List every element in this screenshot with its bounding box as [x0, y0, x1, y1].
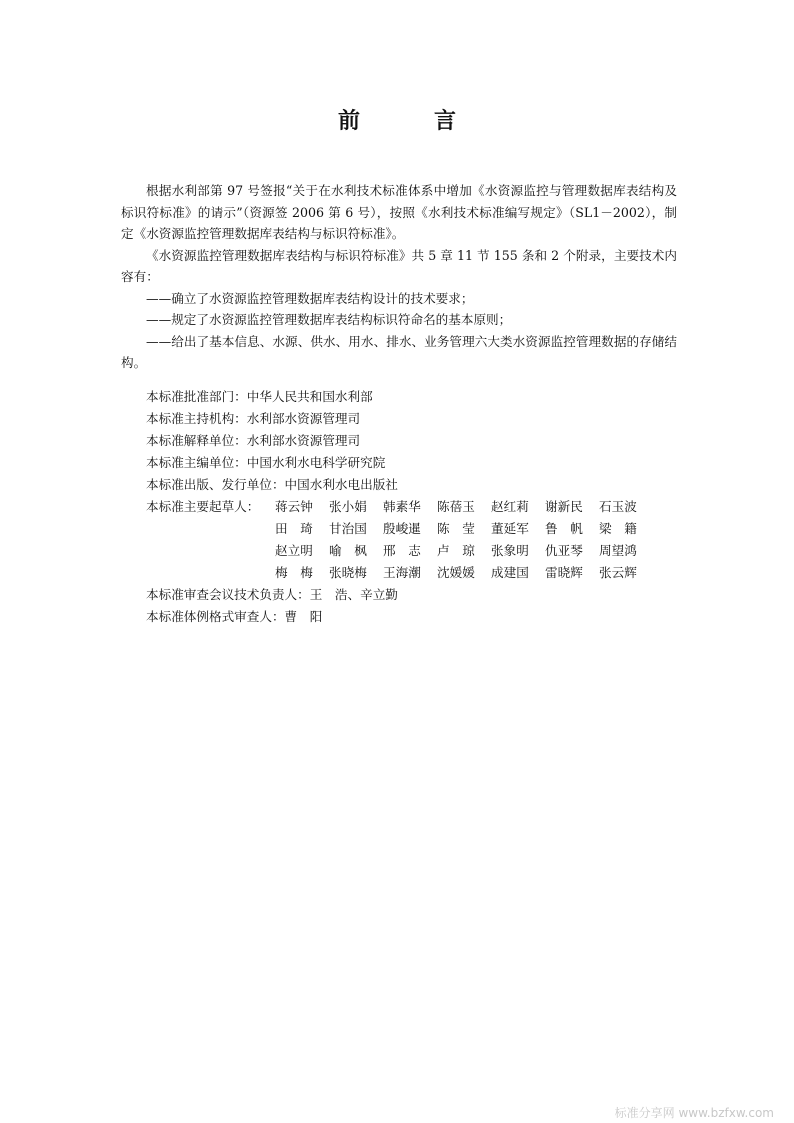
drafter-name: 卢 琼	[437, 543, 475, 558]
drafter-name: 谢新民	[545, 499, 583, 514]
bullet-2: ——规定了水资源监控管理数据库表结构标识符命名的基本原则；	[146, 312, 512, 327]
drafter-name: 蒋云钟	[275, 499, 313, 514]
drafter-name: 张云辉	[599, 565, 637, 580]
paragraph-2: 《水资源监控管理数据库表结构与标识符标准》共 5 章 11 节 155 条和 2 个附录，主要技术内容有：	[121, 247, 677, 284]
site-watermark: 标准分享网 www.bzfxw.com	[614, 1106, 774, 1120]
drafter-name: 张晓梅	[329, 565, 367, 580]
drafter-name: 沈媛媛	[437, 565, 475, 580]
drafter-name: 殷峻暹	[383, 521, 421, 536]
chief-editor-unit: 本标准主编单位：中国水利水电科学研究院	[146, 455, 386, 470]
bullet-1: ——确立了水资源监控管理数据库表结构设计的技术要求；	[146, 290, 474, 306]
drafter-name: 董延军	[491, 521, 529, 536]
drafter-name: 喻 枫	[329, 543, 367, 558]
preface-body	[121, 180, 677, 374]
format-reviewer: 本标准体例格式审查人：曹 阳	[146, 609, 323, 624]
publisher-unit: 本标准出版、发行单位：中国水利水电出版社	[146, 477, 398, 492]
paragraph-1: 根据水利部第 97 号签报“关于在水利技术标准体系中增加《水资源监控与管理数据库表结构及标识符标准》的请示”（资源签 2006 第 6 号），按照《水利技术标准编写规定》（SL1－2002），制定《水资源监控管理数据库表结构与标识符标准》。	[121, 183, 677, 241]
host-org: 本标准主持机构：水利部水资源管理司	[146, 411, 361, 426]
approval-dept: 本标准批准部门：中华人民共和国水利部	[146, 389, 373, 404]
standard-metadata	[146, 386, 686, 628]
drafters-list	[275, 496, 653, 584]
drafter-name: 周望鸿	[599, 543, 637, 558]
bullet-3: ——给出了基本信息、水源、供水、用水、排水、业务管理六大类水资源监控管理数据的存储结构。	[121, 333, 677, 370]
drafter-name: 梅 梅	[275, 565, 313, 580]
drafters-label: 本标准主要起草人：	[146, 499, 260, 514]
drafter-name: 甘治国	[329, 521, 367, 536]
review-lead: 本标准审查会议技术负责人：王 浩、辛立勤	[146, 587, 398, 602]
drafter-name: 陈 莹	[437, 521, 475, 536]
page-title: 前 言	[337, 109, 482, 134]
drafter-name: 王海潮	[383, 565, 421, 580]
drafter-name: 赵红莉	[491, 499, 529, 514]
drafter-name: 雷晓辉	[545, 565, 583, 580]
drafter-name: 梁 籍	[599, 521, 637, 536]
drafter-name: 田 琦	[275, 521, 313, 536]
drafter-name: 陈蓓玉	[437, 499, 475, 514]
drafter-name: 仇亚琴	[545, 543, 583, 558]
drafter-name: 鲁 帆	[545, 521, 583, 536]
interpretation-unit: 本标准解释单位：水利部水资源管理司	[146, 433, 361, 448]
drafter-name: 石玉波	[599, 499, 637, 514]
drafter-name: 张象明	[491, 543, 529, 558]
drafters-block	[146, 496, 686, 584]
drafter-name: 赵立明	[275, 543, 313, 558]
drafter-name: 张小娟	[329, 499, 367, 514]
drafter-name: 韩素华	[383, 499, 421, 514]
drafter-name: 成建国	[491, 565, 529, 580]
drafter-name: 邢 志	[383, 543, 421, 558]
